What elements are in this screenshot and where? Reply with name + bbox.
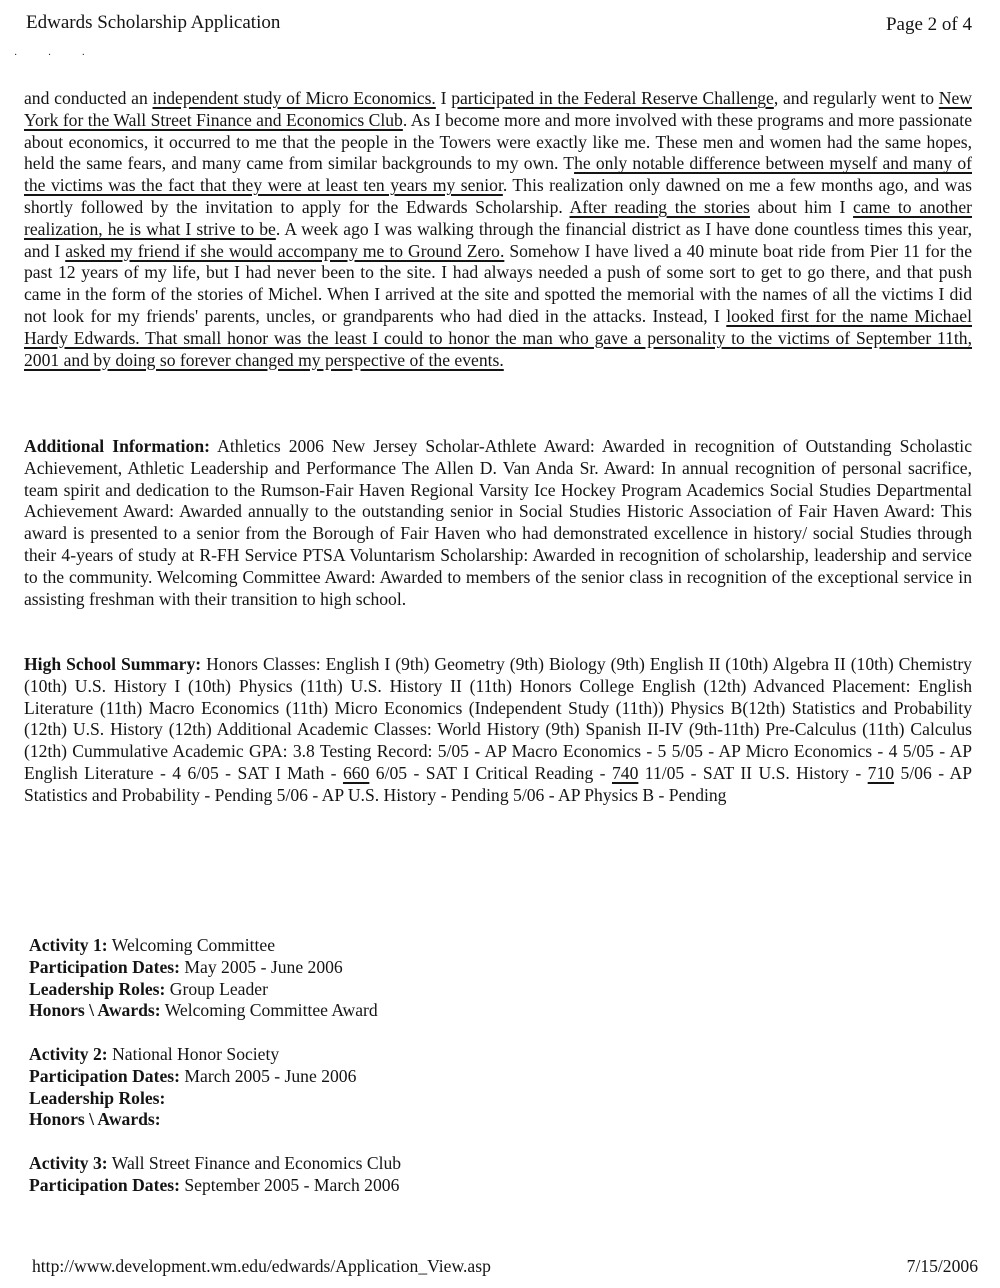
additional-information-section — [24, 436, 972, 610]
essay-underlined-text: participated in the Federal Reserve Challenge — [451, 88, 774, 108]
essay-text: . As I become more and more involved with these programs and more passionate about economics, it occurred to me that the people in the Towers were exactly like me. These men and women had the same hopes, held the same fears, and many came from similar backgrounds to my own. T — [24, 109, 972, 174]
page-number: Page 2 of 4 — [885, 14, 972, 35]
leadership-roles-label: Leadership Roles: — [29, 1087, 166, 1108]
high-school-summary-section — [24, 654, 972, 807]
activity-label: Activity 1: — [29, 935, 108, 955]
essay-continuation — [24, 88, 972, 371]
activity-label: Activity 3: — [29, 1152, 108, 1173]
essay-text: about him I — [749, 196, 854, 217]
essay-underlined-text: he only notable difference between myself and many of the victims was the fact that they were at least ten years my senior — [24, 153, 972, 196]
activity-label: Activity 2: — [29, 1043, 108, 1064]
activity-name: Welcoming Committee — [107, 935, 276, 955]
scan-specks: · · · — [14, 50, 99, 61]
participation-dates-value: March 2005 - June 2006 — [179, 1065, 357, 1086]
activity-3 — [29, 1153, 401, 1197]
essay-text: I — [435, 88, 452, 108]
essay-text: and conducted an — [24, 88, 153, 108]
leadership-roles-label: Leadership Roles: — [29, 978, 166, 999]
sat-history-score: 710 — [867, 762, 895, 783]
activity-2 — [29, 1044, 401, 1131]
essay-underlined-text: New York for the Wall Street Finance and Economics Club — [24, 88, 972, 130]
essay-underlined-text: looked first for the name Michael Hardy Edwards. That small honor was the least I could to honor the man who gave a personality to the victims of September 11th, 2001 and by doing so forever changed my perspective of the events. — [24, 305, 972, 370]
essay-paragraph — [24, 88, 972, 371]
document-header-title: Edwards Scholarship Application — [26, 12, 281, 33]
honors-awards-label: Honors \ Awards: — [29, 1109, 161, 1130]
honors-awards-value: Welcoming Committee Award — [160, 1000, 378, 1021]
participation-dates-label: Participation Dates: — [29, 1174, 180, 1195]
summary-text: Honors Classes: English I (9th) Geometry (9th) Biology (9th) English II (10th) Algebra II (10th) Chemistry (10th) U.S. History I (10th) Physics (11th) U.S. History II (11th) Honors College English (12th) Advanced Placement: English Literature (11th) Macro Economics (11th) Micro Economics (Independent Study (11th)) Physics B(12th) Statistics and Probability (12th) U.S. History (12th) Additional Academic Classes: World History (9th) Spanish II-IV (9th-11th) Pre-Calculus (11th) Calculus (12th) Cummulative Academic GPA: 3.8 Testing Record: 5/05 - AP Macro Economics - 5 5/05 - AP Micro Economics - 4 5/05 - AP English Literature - 4 6/05 - SAT I Math - — [24, 654, 972, 783]
participation-dates-value: September 2005 - March 2006 — [179, 1174, 400, 1195]
honors-awards-label: Honors \ Awards: — [29, 1000, 161, 1021]
sat-reading-score: 740 — [611, 762, 639, 783]
essay-underlined-text: came to another realization, he is what I strive to be — [24, 196, 973, 239]
essay-underlined-text: After reading the stories — [569, 196, 750, 217]
additional-information-label: Additional Information: — [24, 436, 211, 456]
essay-text: . A week ago I was walking through the financial district as I have done countless times this year, and I — [24, 218, 972, 261]
footer-url: http://www.development.wm.edu/edwards/Application_View.asp — [32, 1256, 491, 1276]
summary-text: 11/05 - SAT II U.S. History - — [638, 762, 868, 783]
essay-underlined-text: independent study of Micro Economics. — [152, 88, 436, 108]
summary-text: 6/05 - SAT I Critical Reading - — [369, 762, 612, 783]
sat-math-score: 660 — [342, 762, 370, 783]
leadership-roles-value: Group Leader — [165, 978, 268, 999]
essay-text: . This realization only dawned on me a few months ago, and was shortly followed by the invitation to apply for the Edwards Scholarship. — [24, 175, 972, 217]
essay-text: , and regularly went to — [773, 88, 939, 108]
activity-name: Wall Street Finance and Economics Club — [107, 1152, 402, 1173]
footer-date: 7/15/2006 — [906, 1256, 978, 1276]
high-school-summary-label: High School Summary: — [24, 654, 202, 674]
activities-list — [29, 935, 401, 1218]
activity-1 — [29, 935, 401, 1022]
participation-dates-value: May 2005 - June 2006 — [179, 956, 343, 977]
summary-text: 5/06 - AP Statistics and Probability - Pending 5/06 - AP U.S. History - Pending 5/06 - AP Physics B - Pending — [24, 762, 972, 805]
essay-text: Somehow I have lived a 40 minute boat ride from Pier 11 for the past 12 years of my life, but I had never been to the site. I had always needed a push of some sort to get to go there, and that push came in the form of the stories of Michel. When I arrived at the site and spotted the memorial with the names of all the victims I did not look for my friends' parents, uncles, or grandparents who had died in the attacks. Instead, I — [24, 240, 972, 326]
participation-dates-label: Participation Dates: — [29, 1065, 180, 1086]
additional-information-text: Athletics 2006 New Jersey Scholar-Athlete Award: Awarded in recognition of Outstanding Scholastic Achievement, Athletic Leadership and Performance The Allen D. Van Anda Sr. Award: In annual recognition of personal sacrifice, team spirit and dedication to the Rumson-Fair Haven Regional Varsity Ice Hockey Program Academics Social Studies Departmental Achievement Award: Awarded annually to the outstanding senior in Social Studies Historic Association of Fair Haven Award: This award is presented to a senior from the Borough of Fair Haven who had demonstrated excellence in history/ social Studies through their 4-years of study at R-FH Service PTSA Voluntarism Scholarship: Awarded in recognition of scholarship, leadership and service to the community. Welcoming Committee Award: Awarded to members of the senior class in recognition of the exceptional service in assisting freshman with their transition to high school. — [24, 436, 972, 609]
essay-underlined-text: asked my friend if she would accompany me to Ground Zero. — [65, 240, 505, 261]
participation-dates-label: Participation Dates: — [29, 956, 180, 977]
activity-name: National Honor Society — [107, 1043, 280, 1064]
